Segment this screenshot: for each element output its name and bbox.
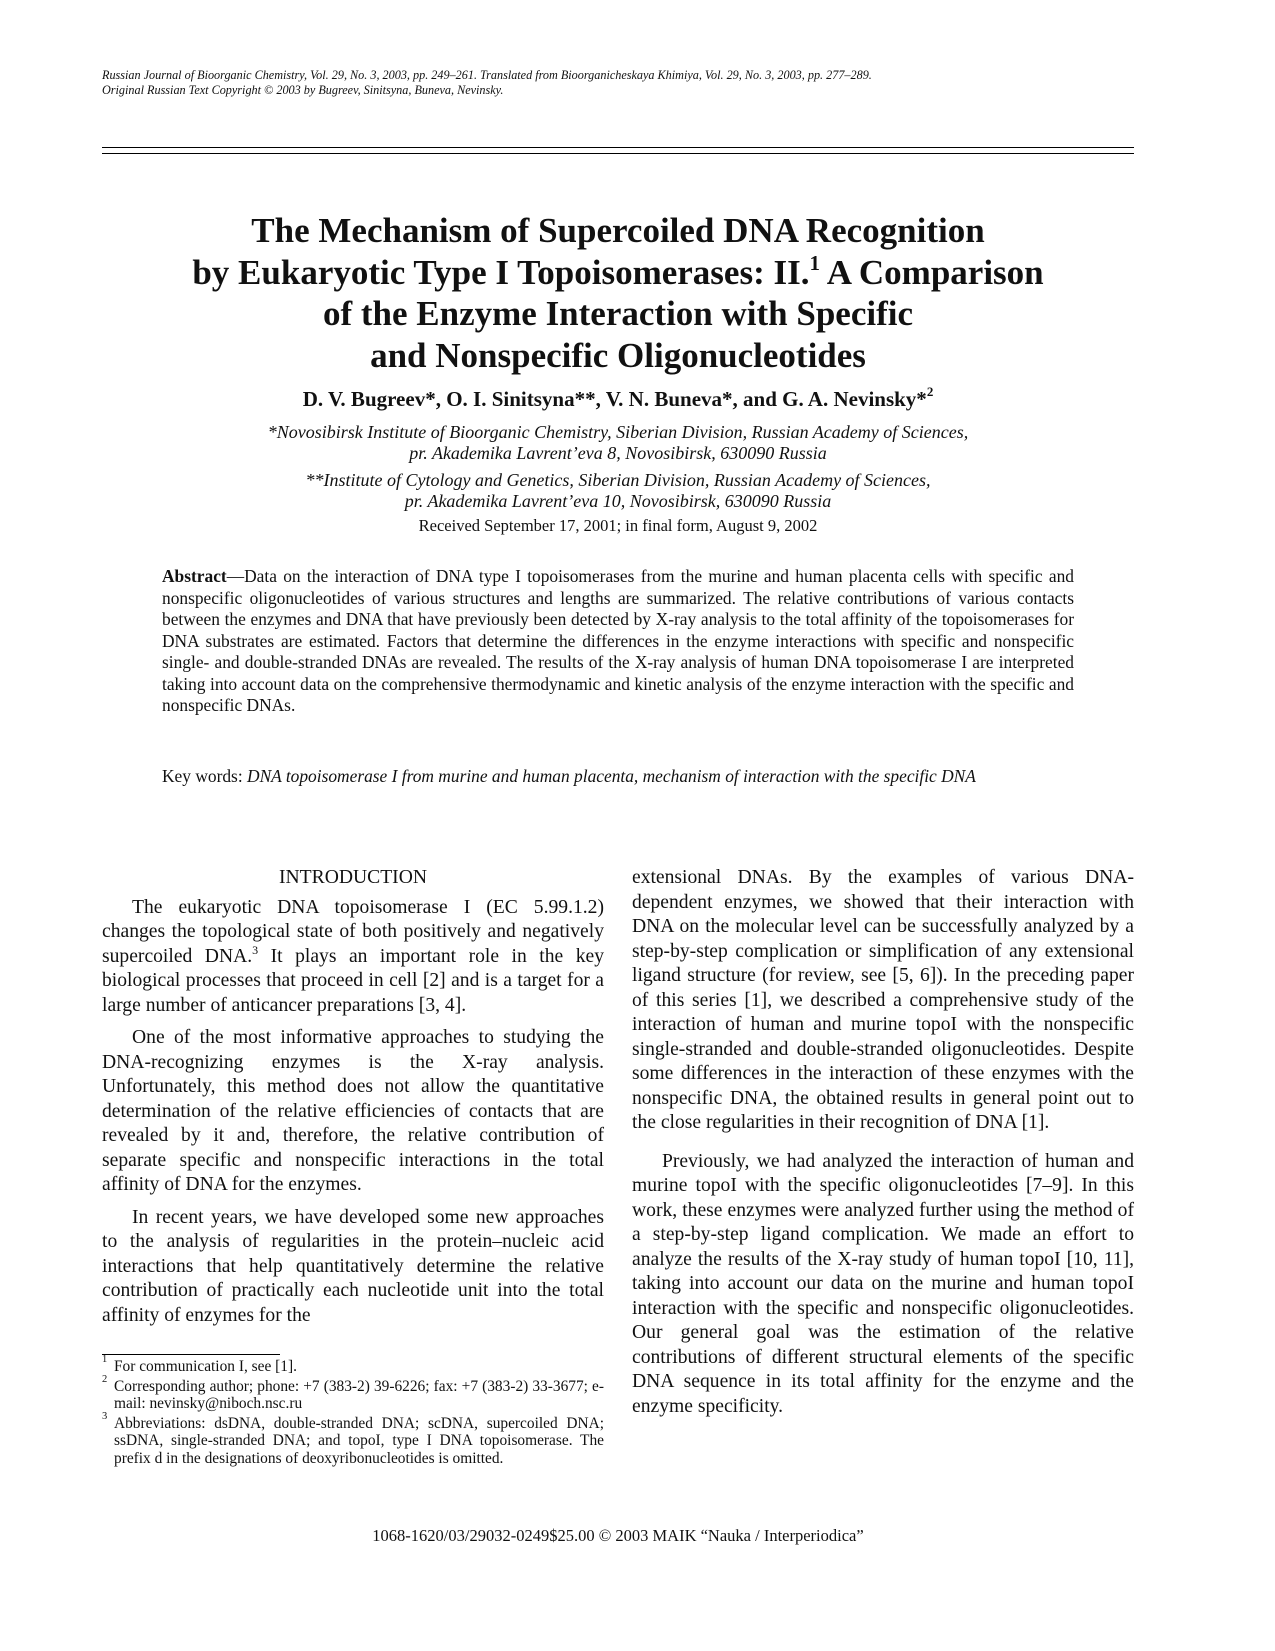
- paragraph: Previously, we had analyzed the interaction of human and murine topoI with the specific oligonucleotides [7–9]. In this work, these enzymes were analyzed further using the method of a step-by-step ligand complication. We made an effort to analyze the results of the X-ray study of human topoI [10, 11], taking into account our data on the murine and human topoI interaction with the specific and nonspecific oligonucleotides. Our general goal was the estimation of the relative contributions of different structural elements of the specific DNA sequence in its total affinity for the enzyme and the enzyme specificity.: [632, 1150, 1134, 1417]
- paragraph-text: It plays an important role in the key biological processes that proceed in cell [2] and is a target for a large number of anticancer preparations [3, 4].: [102, 945, 605, 1016]
- copyright-line: Original Russian Text Copyright © 2003 by Bugreev, Sinitsyna, Buneva, Nevinsky.: [102, 83, 504, 97]
- title-line-4: and Nonspecific Oligonucleotides: [370, 335, 866, 375]
- footnote-number: 1: [102, 1354, 108, 1365]
- left-column: [102, 866, 604, 1328]
- keywords-label: Key words:: [162, 766, 248, 786]
- abstract: [162, 566, 1074, 717]
- footnote: [102, 1410, 604, 1468]
- title-line-1: The Mechanism of Supercoiled DNA Recognition: [251, 211, 985, 250]
- paragraph: [102, 896, 604, 1019]
- affiliation-2-line-1: **Institute of Cytology and Genetics, Siberian Division, Russian Academy of Sciences,: [305, 470, 931, 490]
- received-dates: Received September 17, 2001; in final form, August 9, 2002: [418, 516, 818, 535]
- author-footnote-mark: 2: [926, 384, 934, 399]
- paragraph: extensional DNAs. By the examples of various DNA-dependent enzymes, we showed that their interaction with DNA on the molecular level can be successfully analyzed by a step-by-step complication or simplification of any extensional ligand structure (for review, see [5, 6]). In the preceding paper of this series [1], we described a comprehensive study of the interaction of human and murine topoI with the nonspecific single-stranded and double-stranded oligonucleotides. Despite some differences in the interaction of these enzymes with the nonspecific DNA, the obtained results in general point out to the close regularities in their recognition of DNA [1].: [632, 867, 1134, 1133]
- title-line-2-text: by Eukaryotic Type I Topoisomerases: II.: [192, 252, 810, 292]
- header-rule-bottom: [102, 153, 1134, 154]
- affiliation-1: [102, 422, 1134, 464]
- footnote-mark: 3: [252, 942, 259, 957]
- author-list: [102, 386, 1134, 412]
- affiliation-1-line-1: *Novosibirsk Institute of Bioorganic Chemistry, Siberian Division, Russian Academy of Sciences,: [267, 422, 969, 442]
- abstract-text: —Data on the interaction of DNA type I topoisomerases from the murine and human placenta cells with specific and nonspecific oligonucleotides of various structures and lengths are summarized. The relative contributions of various contacts between the enzymes and DNA that have previously been detected by X-ray analysis to the total affinity of the topoisomerases for DNA substrates are estimated. Factors that determine the differences in the enzyme interactions with specific and nonspecific single- and double-stranded DNAs are revealed. The results of the X-ray analysis of human DNA topoisomerase I are interpreted taking into account data on the comprehensive thermodynamic and kinetic analysis of the enzyme interaction with the specific and nonspecific DNAs.: [162, 566, 1074, 715]
- keywords-text: DNA topoisomerase I from murine and human placenta, mechanism of interaction with the specific DNA: [247, 766, 976, 786]
- footnotes: [102, 1354, 604, 1469]
- title-line-3: of the Enzyme Interaction with Specific: [322, 294, 914, 333]
- affiliation-1-line-2: pr. Akademika Lavrent’eva 8, Novosibirsk, 630090 Russia: [409, 443, 827, 463]
- paragraph-text: The eukaryotic DNA topoisomerase I (EC 5.99.1.2) changes the topological state of both positively and negatively supercoiled DNA.: [102, 896, 604, 967]
- footnote: [102, 1354, 604, 1376]
- journal-citation-line: Russian Journal of Bioorganic Chemistry, Vol. 29, No. 3, 2003, pp. 249–261. Translated from Bioorganicheskaya Khimiya, Vol. 29, No. 3, 2003, pp. 277–289.: [102, 68, 872, 82]
- footnote-text: For communication I, see [1].: [114, 1358, 297, 1375]
- keywords: [162, 766, 1074, 788]
- affiliation-2: [102, 470, 1134, 512]
- section-heading-introduction: INTRODUCTION: [278, 867, 428, 888]
- affiliation-2-line-2: pr. Akademika Lavrent’eva 10, Novosibirsk, 630090 Russia: [404, 491, 832, 511]
- footnote: [102, 1373, 604, 1413]
- footnote-number: 2: [102, 1373, 108, 1385]
- title-line-2-tail: A Comparison: [819, 252, 1044, 292]
- header-rule-top: [102, 147, 1134, 148]
- footnote-rule: [102, 1354, 280, 1355]
- journal-header: [102, 68, 1182, 98]
- right-column: [632, 866, 1134, 1419]
- title-line-2: [102, 252, 1134, 294]
- paper-title: [102, 210, 1134, 376]
- footnote-text: Corresponding author; phone: +7 (383-2) 39-6226; fax: +7 (383-2) 33-3677; e-mail: nevinsky@niboch.nsc.ru: [114, 1377, 604, 1412]
- author-names: D. V. Bugreev*, O. I. Sinitsyna**, V. N. Buneva*, and G. A. Nevinsky*: [302, 387, 927, 411]
- abstract-label: Abstract: [162, 566, 227, 586]
- paragraph: One of the most informative approaches to studying the DNA-recognizing enzymes is the X-ray analysis. Unfortunately, this method does not allow the quantitative determination of the relative efficiencies of contacts that are revealed by it and, therefore, the relative contribution of separate specific and nonspecific interactions in the total affinity of DNA for the enzymes.: [102, 1027, 604, 1195]
- page-footer-copyright: 1068-1620/03/29032-0249$25.00 © 2003 MAIK “Nauka / Interperiodica”: [372, 1526, 864, 1545]
- footnote-text: Abbreviations: dsDNA, double-stranded DNA; scDNA, supercoiled DNA; ssDNA, single-stranded DNA; and topoI, type I DNA topoisomerase. The prefix d in the designations of deoxyribonucleotides is omitted.: [114, 1414, 604, 1467]
- footnote-number: 3: [102, 1410, 108, 1422]
- paragraph: In recent years, we have developed some new approaches to the analysis of regularities in the protein–nucleic acid interactions that help quantitatively determine the relative contribution of practically each nucleotide unit into the total affinity of enzymes for the: [102, 1206, 604, 1326]
- title-footnote-mark: 1: [809, 250, 820, 275]
